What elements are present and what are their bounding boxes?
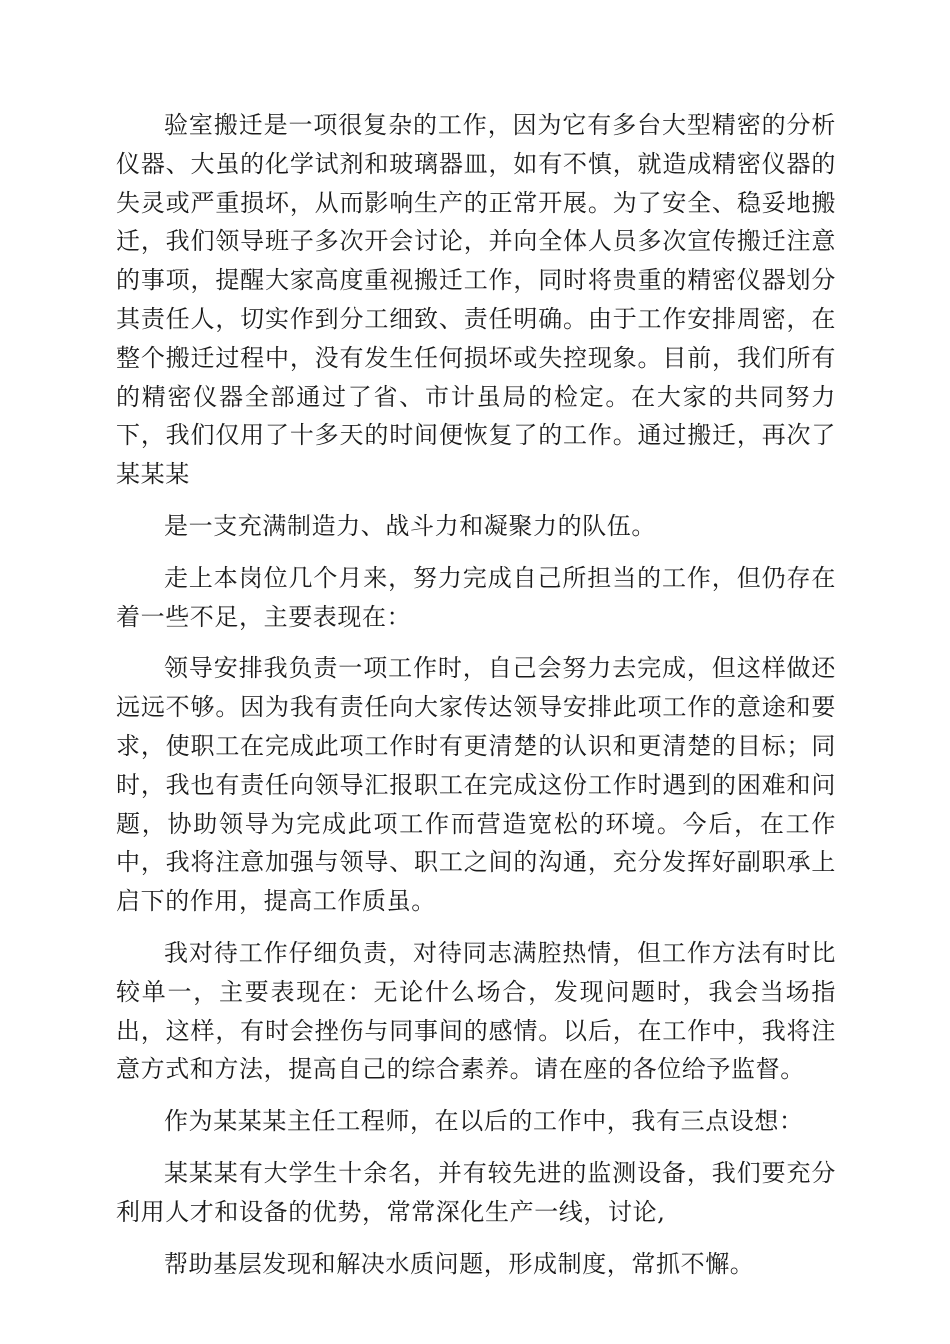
paragraph-shortcomings-intro: 走上本岗位几个月来，努力完成自己所担当的工作，但仍存在着一些不足，主要表现在：	[116, 563, 836, 631]
paragraph-shortcoming-communication: 领导安排我负责一项工作时，自己会努力去完成，但这样做还远远不够。因为我有责任向大家传达领导安排此项工作的意途和要求，使职工在完成此项工作时有更清楚的认识和更清楚的目标；同时，我也有责任向领导汇报职工在完成这份工作时遇到的困难和问题，协助领导为完成此项工作而营造宽松的环境。今后，在工作中，我将注意加强与领导、职工之间的沟通，充分发挥好副职承上启下的作用，提高工作质虽。	[116, 654, 836, 916]
paragraph-plan-support: 帮助基层发现和解决水质问题，形成制度，常抓不懈。	[164, 1249, 755, 1278]
paragraph-plans-intro: 作为某某某主任工程师，在以后的工作中，我有三点设想：	[164, 1107, 804, 1136]
paragraph-shortcoming-method: 我对待工作仔细负责，对待同志满腔热情，但工作方法有时比较单一，主要表现在：无论什么场合，发现问题时，我会当场指出，这样，有时会挫伤与同事间的感情。以后，在工作中，我将注意方式和方法，提高自己的综合素养。请在座的各位给予监督。	[116, 938, 836, 1084]
document-body	[116, 106, 836, 1296]
paragraph-relocation: 验室搬迁是一项很复杂的工作，因为它有多台大型精密的分析仪器、大虽的化学试剂和玻璃器皿，如有不慎，就造成精密仪器的失灵或严重损坏，从而影响生产的正常开展。为了安全、稳妥地搬迁，我们领导班子多次开会讨论，并向全体人员多次宣传搬迁注意的事项，提醒大家高度重视搬迁工作，同时将贵重的精密仪器划分其责任人，切实作到分工细致、责任明确。由于工作安排周密，在整个搬迁过程中，没有发生任何损坏或失控现象。目前，我们所有的精密仪器全部通过了省、市计虽局的检定。在大家的共同努力下，我们仅用了十多天的时间便恢复了的工作。通过搬迁，再次了某某某	[116, 111, 836, 489]
paragraph-plan-talent: 某某某有大学生十余名，并有较先进的监测设备，我们要充分利用人才和设备的优势，常常深化生产一线，讨论,	[116, 1158, 836, 1226]
paragraph-team: 是一支充满制造力、战斗力和凝聚力的队伍。	[164, 511, 656, 540]
